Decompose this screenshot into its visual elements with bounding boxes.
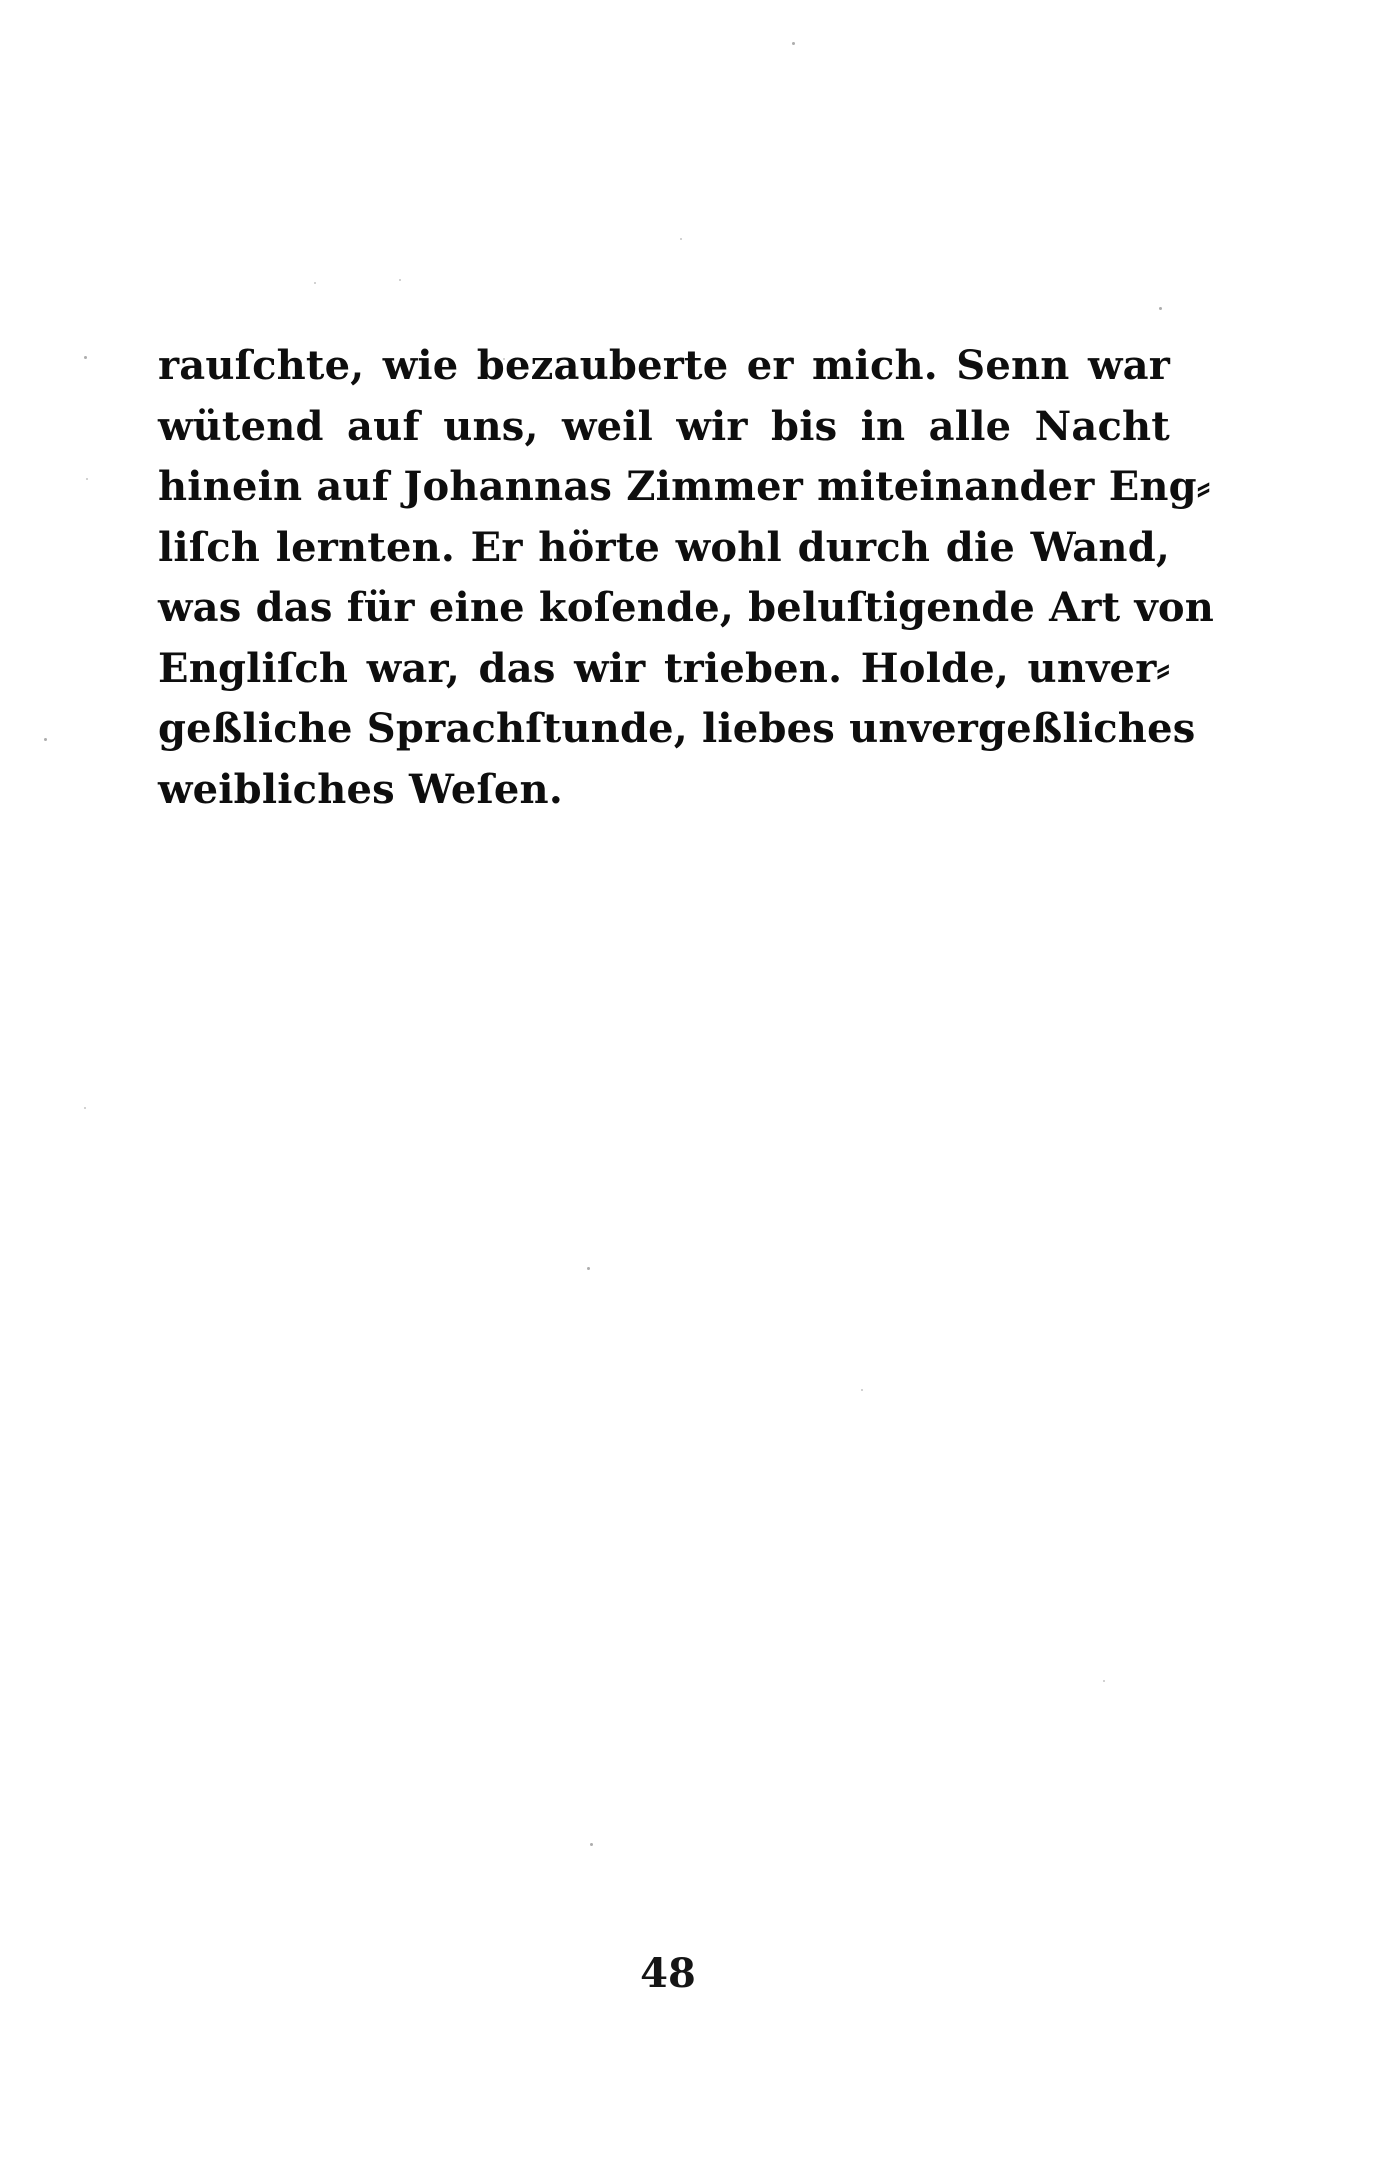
scan-speck <box>84 356 87 359</box>
scan-speck <box>84 1107 86 1109</box>
scan-speck <box>587 1267 590 1270</box>
text-line: wütend auf uns, weil wir bis in alle Nacht <box>158 402 1170 450</box>
scan-speck <box>792 42 795 45</box>
scan-speck <box>1103 1680 1105 1682</box>
text-line: weibliches Weſen. <box>158 765 563 813</box>
scan-speck <box>503 358 505 360</box>
scan-speck <box>1159 307 1162 310</box>
scan-speck <box>314 282 316 284</box>
text-line: rauſchte, wie bezauberte er mich. Senn war <box>158 342 1170 389</box>
text-line: liſch lernten. Er hörte wohl durch die Wand, <box>158 523 1170 571</box>
text-line: hinein auf Johannas Zimmer miteinander Eng⸗ <box>158 463 1211 510</box>
scan-speck <box>44 738 47 741</box>
text-line: geßliche Sprachſtunde, liebes unvergeßliches <box>158 705 1196 752</box>
scan-speck <box>86 478 88 480</box>
scan-speck <box>590 1843 593 1846</box>
text-line: Engliſch war, das wir trieben. Holde, unver⸗ <box>158 644 1170 692</box>
scan-speck <box>399 279 401 281</box>
scan-speck <box>861 1389 863 1391</box>
page-number: 48 <box>640 1950 696 1997</box>
text-line: was das für eine koſende, beluſtigende Art von <box>158 584 1215 631</box>
paragraph <box>158 336 1215 820</box>
scan-speck <box>680 238 682 240</box>
